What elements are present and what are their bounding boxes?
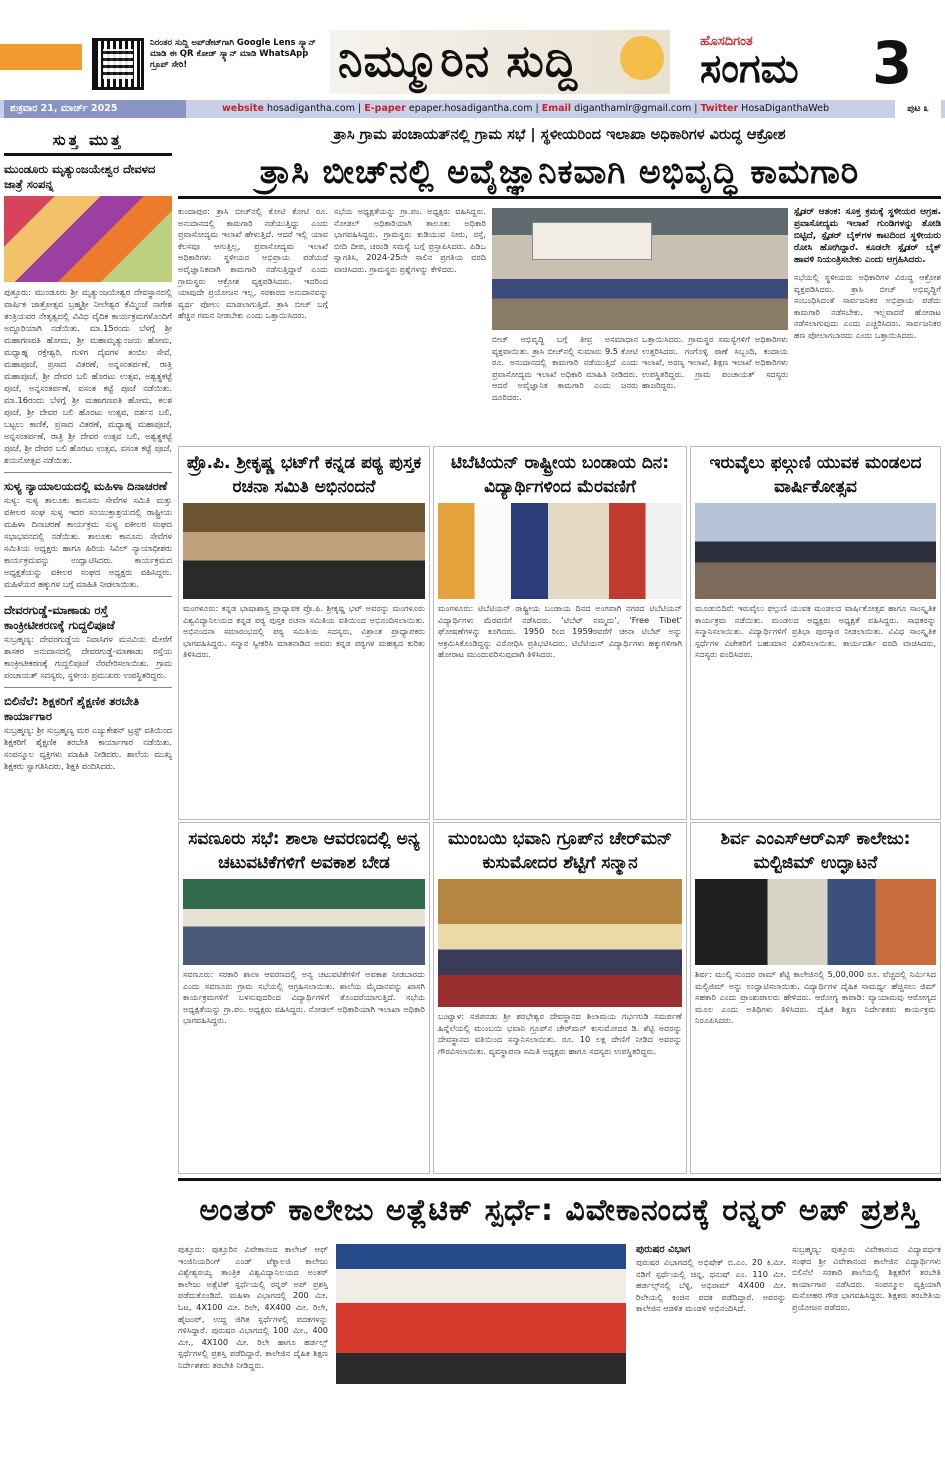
sidebar-story-headline[interactable]: ಬಿಲಿನೆಲೆ: ಶಿಕ್ಷಕರಿಗೆ ಶೈಕ್ಷಣಿಕ ತರಬೇತಿ ಕಾರ್ಯಾಗಾರ xyxy=(4,694,140,723)
story-body: ಮೂಡುಬಿದಿರೆ: ಇರುವೈಲು ಫಲ್ಗುಣಿ ಯುವಕ ಮಂಡಲದ ವಾರ್ಷಿಕೋತ್ಸವ ಹಾಗೂ ಸಾಂಸ್ಕೃತಿಕ ಕಾರ್ಯಕ್ರಮ ನಡೆಯಿತು. ಮಂಡಲದ ಅಧ್ಯಕ್ಷರು ಅಧ್ಯಕ್ಷತೆ ವಹಿಸಿದ್ದರು. ಸಾಧಕರನ್ನು ಸನ್ಮಾನಿಸಲಾಯಿತು. ವಿದ್ಯಾರ್ಥಿಗಳಿಗೆ ಪ್ರತಿಭಾ ಪುರಸ್ಕಾರ ನೀಡಲಾಯಿತು. ವಿವಿಧ ಸಾಂಸ್ಕೃತಿಕ ಸ್ಪರ್ಧೆಗಳ ವಿಜೇತರಿಗೆ ಬಹುಮಾನ ವಿತರಿಸಲಾಯಿತು. ಕಾರ್ಯದರ್ಶಿ ವರದಿ ವಾಚಿಸಿದರು, ಸದಸ್ಯರು ವಂದಿಸಿದರು. xyxy=(695,603,936,660)
subsection-body: ಪುರುಷರ ವಿಭಾಗದಲ್ಲಿ ಅಭಿಷೇಕ್ ಬಿ.ಎಂ. 20 ಕಿ.ಮೀ. ನಡಿಗೆ ಸ್ಪರ್ಧೆಯಲ್ಲಿ ಚಿನ್ನ, ಧನುಷ್ ಎಂ. 110 ಮೀ. ಹರ್ಡಲ್ಸ್‌ನಲ್ಲಿ ಬೆಳ್ಳಿ, ಅಭಿರಾಮ್ 4X400 ಮೀ. ರಿಲೇಯಲ್ಲಿ ಕಂಚಿನ ಪದಕ ಪಡೆದಿದ್ದಾರೆ. ಅವರನ್ನು ಕಾಲೇಜಿನ ಆಡಳಿತ ಮಂಡಳಿ ಅಭಿನಂದಿಸಿದೆ. xyxy=(636,1257,786,1314)
twitter-link[interactable]: HosaDiganthaWeb xyxy=(741,103,830,114)
story-headline[interactable]: ಇರುವೈಲು ಫಲ್ಗುಣಿ ಯುವಕ ಮಂಡಲದ ವಾರ್ಷಿಕೋತ್ಸವ xyxy=(709,453,922,497)
story-card xyxy=(690,822,941,1174)
gym-inauguration-photo xyxy=(695,879,936,965)
sidebar xyxy=(4,124,172,1172)
lead-column: ಸಭೆಯ ಅಧ್ಯಕ್ಷತೆಯನ್ನು ಗ್ರಾ.ಪಂ. ಅಧ್ಯಕ್ಷರು ವಹಿಸಿದ್ದರು. ನೋಡಲ್ ಅಧಿಕಾರಿಯಾಗಿ ತಾಲೂಕು ಅಧಿಕಾರಿ ಭಾಗವಹಿಸಿದ್ದರು. ಗ್ರಾಮಸ್ಥರು ಕುಡಿಯುವ ನೀರು, ರಸ್ತೆ, ಬೀದಿ ದೀಪ, ಚರಂಡಿ ಸಮಸ್ಯೆ ಬಗ್ಗೆ ಪ್ರಸ್ತಾಪಿಸಿದರು. ಪಿಡಿಒ ಸ್ವಾಗತಿಸಿ, 2024-25ನೇ ಸಾಲಿನ ಪ್ರಗತಿಯ ವರದಿ ವಾಚಿಸಿದರು. ಗ್ರಾಮಸ್ಥರು ಪ್ರಶ್ನೆಗಳನ್ನು ಕೇಳಿದರು. xyxy=(334,206,486,274)
gram-sabha-photo xyxy=(492,208,788,330)
story-headline[interactable]: ಪ್ರೊ.ಪಿ. ಶ್ರೀಕೃಷ್ಣ ಭಟ್‌ಗೆ ಕನ್ನಡ ಪಠ್ಯ ಪುಸ್ತಕ ರಚನಾ ಸಮಿತಿ ಅಭಿನಂದನೆ xyxy=(186,453,422,497)
lead-story xyxy=(178,206,941,440)
page-label: ಪುಟ ೩ xyxy=(895,100,941,118)
sidebar-story-body: ಸುಬ್ರಹ್ಮಣ್ಯ: ಶ್ರೀ ಸುಬ್ರಹ್ಮಣ್ಯ ಮಠ ಎಜ್ಯುಕೇಶನ್ ಟ್ರಸ್ಟ್ ವತಿಯಿಂದ ಶಿಕ್ಷಕರಿಗೆ ಶೈಕ್ಷಣಿಕ ತರಬೇತಿ ಕಾರ್ಯಾಗಾರ ನಡೆಯಿತು. ಸಂಪನ್ಮೂಲ ವ್ಯಕ್ತಿಗಳು ಮಾಹಿತಿ ನೀಡಿದರು. ಶಾಲೆಯ ಮುಖ್ಯ ಶಿಕ್ಷಕರು ಸ್ವಾಗತಿಸಿದರು, ಶಿಕ್ಷಕಿ ವಂದಿಸಿದರು. xyxy=(4,725,172,771)
sun-logo-icon xyxy=(620,36,664,80)
lead-sidebar xyxy=(794,206,941,342)
masthead xyxy=(0,0,945,102)
story-card xyxy=(178,822,430,1174)
sidebar-title-text: ಸುತ್ತ ಮುತ್ತ xyxy=(52,131,124,149)
story-headline[interactable]: ಟಿಬೆಟಿಯನ್ ರಾಷ್ಟ್ರೀಯ ಬಂಡಾಯ ದಿನ: ವಿದ್ಯಾರ್ಥಿಗಳಿಂದ ಮೆರವಣಿಗೆ xyxy=(450,453,670,497)
story-headline[interactable]: ಸವಣೂರು ಸಭೆ: ಶಾಲಾ ಆವರಣದಲ್ಲಿ ಅನ್ಯ ಚಟುವಟಿಕೆಗಳಿಗೆ ಅವಕಾಶ ಬೇಡ xyxy=(188,829,420,873)
story-body: ಮಂಗಳೂರು: ಕನ್ನಡ ಭಾಷಾಶಾಸ್ತ್ರ ಪ್ರಾಧ್ಯಾಪಕ ಪ್ರೊ.ಪಿ. ಶ್ರೀಕೃಷ್ಣ ಭಟ್ ಅವರನ್ನು ಮಂಗಳೂರು ವಿಶ್ವವಿದ್ಯಾನಿಲಯದ ಕನ್ನಡ ಪಠ್ಯ ಪುಸ್ತಕ ರಚನಾ ಸಮಿತಿಯ ವತಿಯಿಂದ ಅಭಿನಂದಿಸಲಾಯಿತು. ಅಭಿನಂದನಾ ಸಮಾರಂಭದಲ್ಲಿ ಪಠ್ಯ ಸಮಿತಿಯ ಸದಸ್ಯರು, ವಿಶ್ರಾಂತ ಪ್ರಾಧ್ಯಾಪಕರು ಭಾಗವಹಿಸಿದ್ದರು. ಸನ್ಮಾನ ಸ್ವೀಕರಿಸಿ ಮಾತನಾಡಿದ ಅವರು ಕನ್ನಡ ಪಠ್ಯಗಳ ಮಹತ್ವದ ಕುರಿತು ತಿಳಿಸಿದರು. xyxy=(183,603,425,660)
sidebar-story-body: ಸುಬ್ರಹ್ಮಣ್ಯ: ದೇವರಗುಡ್ಡೆಯ ನಿವಾಸಿಗಳ ಮನವಿಯ ಮೇರೆಗೆ ಶಾಸಕರ ಅನುದಾನದಲ್ಲಿ ದೇವರಗುಡ್ಡೆ-ಮಾಣಾಡು ರಸ್ತೆಯ ಕಾಂಕ್ರೀಟೀಕರಣಕ್ಕೆ ಗುದ್ದಲಿಪೂಜೆ ನೆರವೇರಿಸಲಾಯಿತು. ಗ್ರಾಮ ಪಂಚಾಯತ್ ಸದಸ್ಯರು, ಸ್ಥಳೀಯ ಪ್ರಮುಖರು ಉಪಸ್ಥಿತರಿದ್ದರು. xyxy=(4,634,172,680)
twitter-label: Twitter xyxy=(700,103,739,114)
temple-festival-photo xyxy=(4,196,172,282)
bottom-column: ಪುತ್ತೂರು: ಪುತ್ತೂರಿನ ವಿವೇಕಾನಂದ ಕಾಲೇಜ್ ಆಫ್ ಇಂಜಿನಿಯರಿಂಗ್ ಎಂಡ್ ಟೆಕ್ನಾಲಜಿ ಕಾಲೇಜು ವಿಶ್ವೇಶ್ವರಯ್ಯ ತಾಂತ್ರಿಕ ವಿಶ್ವವಿದ್ಯಾನಿಲಯದ ಅಂತರ್ ಕಾಲೇಜು ಅತ್ಲೆಟಿಕ್ ಸ್ಪರ್ಧೆಯಲ್ಲಿ ರನ್ನರ್ ಅಪ್ ಪ್ರಶಸ್ತಿ ಪಡೆದುಕೊಂಡಿದೆ. ಮಹಿಳಾ ವಿಭಾಗದಲ್ಲಿ 200 ಮೀ. ಓಟ, 4X100 ಮೀ. ರಿಲೇ, 4X400 ಮೀ. ರಿಲೇ, ಹೈಜಂಪ್, ಉದ್ದ ಜಿಗಿತ ಸ್ಪರ್ಧೆಗಳಲ್ಲಿ ಪದಕಗಳನ್ನು ಗಳಿಸಿದ್ದಾರೆ. ಪುರುಷರ ವಿಭಾಗದಲ್ಲಿ 100 ಮೀ., 400 ಮೀ., 4X100 ಮೀ. ರಿಲೇ ಹಾಗೂ ಹರ್ಡಲ್ಸ್ ಸ್ಪರ್ಧೆಗಳಲ್ಲಿ ಪ್ರಶಸ್ತಿ ಪಡೆದಿದ್ದಾರೆ. ಕಾಲೇಜಿನ ದೈಹಿಕ ಶಿಕ್ಷಣ ನಿರ್ದೇಶಕರು ತರಬೇತಿ ನೀಡಿದ್ದರು. xyxy=(178,1244,328,1370)
lead-column: ಬೀಚ್ ಅಭಿವೃದ್ಧಿ ಬಗ್ಗೆ ತೀವ್ರ ಅಸಮಾಧಾನ ವ್ಯಕ್ತವಾಯಿತು. ತ್ರಾಸಿ ಬೀಚ್‌ನಲ್ಲಿ ಸುಮಾರು 9.5 ಕೋಟಿ ರೂ. ಅನುದಾನದಲ್ಲಿ ಕಾಮಗಾರಿ ನಡೆಯುತ್ತಿದೆ ಎಂದು ಪ್ರವಾಸೋದ್ಯಮ ಇಲಾಖೆ ಅಧಿಕಾರಿ ಮಾಹಿತಿ ನೀಡಿದರು. ಆದರೆ ಅವೈಜ್ಞಾನಿಕ ಕಾಮಗಾರಿ ಎಂದು ಜನರು ದೂರಿದರು. xyxy=(492,334,638,402)
brand-name: ಹೊಸದಿಗಂತ xyxy=(700,34,753,49)
bottom-subsection xyxy=(636,1244,786,1315)
group-photo xyxy=(695,503,936,599)
divider xyxy=(4,472,172,473)
lead-kicker: ತ್ರಾಸಿ ಗ್ರಾಮ ಪಂಚಾಯತ್‌ನಲ್ಲಿ ಗ್ರಾಮ ಸಭೆ | ಸ್ಥಳೀಯರಿಂದ ಇಲಾಖಾ ಅಧಿಕಾರಿಗಳ ವಿರುದ್ಧ ಆಕ್ರೋಶ xyxy=(333,127,786,143)
story-body: ಮಂಗಳೂರು: ಟಿಬೆಟಿಯನ್ ರಾಷ್ಟ್ರೀಯ ಬಂಡಾಯ ದಿನದ ಅಂಗವಾಗಿ ನಗರದ ಟಿಬೆಟಿಯನ್ ವಿದ್ಯಾರ್ಥಿಗಳು ಮೆರವಣಿಗೆ ನಡೆಸಿದರು. 'ಟಿಬೆಟ್ ನಮ್ಮದು', 'Free Tibet' ಘೋಷಣೆಗಳನ್ನು ಕೂಗಿದರು. 1950 ರಿಂದ 1959ರವರೆಗೆ ಚೀನಾ ಟಿಬೆಟ್ ಅನ್ನು ಆಕ್ರಮಿಸಿಕೊಂಡಿದ್ದನ್ನು ವಿರೋಧಿಸಿ ಪ್ರತಿಭಟಿಸಿದರು. ಟಿಬೆಟಿಯನ್ ವಿದ್ಯಾರ್ಥಿಗಳು ಹಕ್ಕುಗಳಿಗಾಗಿ ಹೋರಾಟ ಮುಂದುವರಿಸುವುದಾಗಿ ತಿಳಿಸಿದರು. xyxy=(438,603,682,660)
divider xyxy=(4,687,172,688)
info-strip xyxy=(0,100,945,118)
lead-headline[interactable]: ತ್ರಾಸಿ ಬೀಚ್‌ನಲ್ಲಿ ಅವೈಜ್ಞಾನಿಕವಾಗಿ ಅಭಿವೃದ್ಧಿ ಕಾಮಗಾರಿ xyxy=(259,152,860,191)
story-body: ಬಂಟ್ವಾಳ: ಸಜಿಪನಡು ಶ್ರೀ ಶರಭೇಶ್ವರ ದೇವಸ್ಥಾನದ ಶಿಲಾಮಯ ಗರ್ಭಗುಡಿ ಸಮರ್ಪಣೆ ಹಿನ್ನೆಲೆಯಲ್ಲಿ ಮುಂಬಯಿ ಭವಾನಿ ಗ್ರೂಪ್‌ನ ಚೇರ್‌ಮನ್ ಕುಸುಮೋದರ ಡಿ. ಶೆಟ್ಟಿ ಅವರನ್ನು ದೇವಸ್ಥಾನದ ವತಿಯಿಂದ ಸನ್ಮಾನಿಸಲಾಯಿತು. ರೂ. 10 ಲಕ್ಷ ದೇಣಿಗೆ ನೀಡಿದ ಅವರನ್ನು ಗೌರವಿಸಲಾಯಿತು. ವ್ಯವಸ್ಥಾಪನಾ ಸಮಿತಿ ಅಧ್ಯಕ್ಷರು ಹಾಗೂ ಸದಸ್ಯರು ಉಪಸ್ಥಿತರಿದ್ದರು. xyxy=(438,1011,682,1056)
contact-links: website hosadigantha.com | E-paper epaper.hosadigantha.com | Email diganthamlr@gmail.com | Twitter HosaDiganthaWeb xyxy=(222,103,830,114)
lead-story-header xyxy=(178,122,941,199)
epaper-link[interactable]: epaper.hosadigantha.com xyxy=(408,103,533,114)
divider xyxy=(178,196,941,199)
page-number: 3 xyxy=(872,29,913,97)
story-card xyxy=(178,446,430,820)
sidebar-story-body: ಸುಳ್ಯ: ಸುಳ್ಯ ತಾಲೂಕು ಕಾನೂನು ಸೇವೆಗಳ ಸಮಿತಿ ಮತ್ತು ವಕೀಲರ ಸಂಘ ಸುಳ್ಯ ಇದರ ಸಂಯುಕ್ತಾಶ್ರಯದಲ್ಲಿ ರಾಷ್ಟ್ರೀಯ ಮಹಿಳಾ ದಿನಾಚರಣೆ ಕಾರ್ಯಕ್ರಮ ಸುಳ್ಯ ವಕೀಲರ ಸಂಘದ ಸಭಾಭವನದಲ್ಲಿ ನಡೆಯಿತು. ತಾಲೂಕು ಕಾನೂನು ಸೇವೆಗಳ ಸಮಿತಿಯ ಅಧ್ಯಕ್ಷರು ಹಾಗೂ ಹಿರಿಯ ಸಿವಿಲ್ ನ್ಯಾಯಾಧೀಶರು ಕಾರ್ಯಕ್ರಮವನ್ನು ಉದ್ಘಾಟಿಸಿದರು. ಕಾರ್ಯಕ್ರಮದ ಅಧ್ಯಕ್ಷತೆಯನ್ನು ವಕೀಲರ ಸಂಘದ ಅಧ್ಯಕ್ಷರು ವಹಿಸಿದ್ದರು. ಮಹಿಳೆಯರ ಹಕ್ಕುಗಳ ಬಗ್ಗೆ ಮಾಹಿತಿ ನೀಡಲಾಯಿತು. xyxy=(4,495,172,589)
story-card xyxy=(433,822,687,1174)
email-link[interactable]: diganthamlr@gmail.com xyxy=(574,103,692,114)
sidebar-story-headline[interactable]: ಸುಳ್ಯ ನ್ಯಾಯಾಲಯದಲ್ಲಿ ಮಹಿಳಾ ದಿನಾಚರಣೆ xyxy=(4,479,168,493)
sidebar-title xyxy=(4,124,172,156)
story-row xyxy=(178,446,941,820)
sidebar-story-headline[interactable]: ಮುಂಡೂರು ಮೃತ್ಯುಂಜಯೇಶ್ವರ ದೇವಳದ ಜಾತ್ರೆ ಸಂಪನ್ನ xyxy=(4,162,156,191)
temple-honour-photo xyxy=(438,879,682,1007)
story-row xyxy=(178,822,941,1174)
story-headline[interactable]: ಮುಂಬಯಿ ಭವಾನಿ ಗ್ರೂಪ್‌ನ ಚೇರ್‌ಮನ್ ಕುಸುಮೋದರ ಶೆಟ್ಟಿಗೆ ಸನ್ಮಾನ xyxy=(447,829,673,873)
felicitation-photo xyxy=(183,503,425,599)
website-link[interactable]: hosadigantha.com xyxy=(266,103,355,114)
meeting-photo xyxy=(183,879,425,965)
website-label: website xyxy=(222,103,264,114)
tibet-rally-photo xyxy=(438,503,682,599)
section-name: ಸಂಗಮ xyxy=(700,46,799,92)
qr-caption: ನಿರಂತರ ಸುದ್ದಿ ಅಪ್‌ಡೇಟ್‌ಗಾಗಿ Google Lens ಸ್ಕ್ಯಾನ್ ಮಾಡಿ ಈ QR ಕೋಡ್ ಸ್ಕ್ಯಾನ್ ಮಾಡಿ WhatsApp ಗ್ರೂಪ್ ಸೇರಿ! xyxy=(150,38,316,70)
sidebar-story-headline[interactable]: ದೇವರಗುಡ್ಡೆ-ಮಾಣಾಡು ರಸ್ತೆ ಕಾಂಕ್ರೀಟೀಕರಣಕ್ಕೆ ಗುದ್ದಲಿಪೂಜೆ xyxy=(4,603,115,632)
lead-highlight: ಸ್ಪೈಡರ್ ಆತಂಕ: ಸೂಕ್ತ ಕ್ರಮಕ್ಕೆ ಸ್ಥಳೀಯರ ಆಗ್ರಹ. ಪ್ರವಾಸೋದ್ಯಮ ಇಲಾಖೆ ಗುಂಡಿಗಳನ್ನು ತೋಡಿ ಬಿಟ್ಟಿದೆ, ಸ್ಪೈಡರ್ ಬೈಕ್‌ಗಳ ಕಾಟದಿಂದ ಸ್ಥಳೀಯರು ರೋಸಿ ಹೋಗಿದ್ದಾರೆ. ಕೂಡಲೇ ಸ್ಪೈಡರ್ ಬೈಕ್ ಹಾವಳಿ ನಿಯಂತ್ರಿಸಬೇಕು ಎಂದು ಆಗ್ರಹಿಸಿದರು. xyxy=(794,207,941,265)
epaper-label: E-paper xyxy=(364,103,406,114)
lead-column: ಕುಂದಾಪುರ: ತ್ರಾಸಿ ಬೀಚ್‌ನಲ್ಲಿ ಕೋಟಿ ಕೋಟಿ ರೂ. ಅನುದಾನದಲ್ಲಿ ಕಾಮಗಾರಿ ನಡೆಯುತ್ತಿದ್ದು ಎಂದು ಪ್ರವಾಸೋದ್ಯಮ ಇಲಾಖೆ ಹೇಳುತ್ತಿದೆ. ಆದರೆ ಇಲ್ಲಿ ಯಾವ ಕೆಲಸವೂ ಆಗುತ್ತಿಲ್ಲ, ಪ್ರವಾಸೋದ್ಯಮ ಇಲಾಖೆ ಅಧಿಕಾರಿಗಳು ಸ್ಥಳೀಯರ ಅಭಿಪ್ರಾಯ ಪಡೆಯದೆ ಅವೈಜ್ಞಾನಿಕವಾಗಿ ಕಾಮಗಾರಿ ನಡೆಸುತ್ತಿದ್ದಾರೆ ಎಂದು ಗ್ರಾಮಸ್ಥರು ಆಕ್ರೋಶ ವ್ಯಕ್ತಪಡಿಸಿದರು. ಇದರಿಂದ ಯಾವುದೇ ಪ್ರಯೋಜನ ಇಲ್ಲ, ಸರಕಾರದ ಅನುದಾನವನ್ನು ವ್ಯರ್ಥ ಪೋಲು ಮಾಡಲಾಗುತ್ತಿದೆ. ತ್ರಾಸಿ ಬೀಚ್ ಬಗ್ಗೆ ಹೆಚ್ಚಿನ ಗಮನ ನೀಡಬೇಕು ಎಂದು ಒತ್ತಾಯಿಸಿದರು. xyxy=(178,206,328,321)
story-body: ಸವಣೂರು: ಸರಕಾರಿ ಶಾಲಾ ಆವರಣದಲ್ಲಿ ಅನ್ಯ ಚಟುವಟಿಕೆಗಳಿಗೆ ಅವಕಾಶ ನೀಡಬಾರದು ಎಂದು ಸವಣೂರು ಗ್ರಾಮ ಸಭೆಯಲ್ಲಿ ಆಗ್ರಹಿಸಲಾಯಿತು. ಶಾಲೆಯ ಮೈದಾನವನ್ನು ಖಾಸಗಿ ಕಾರ್ಯಕ್ರಮಗಳಿಗೆ ಬಳಸುವುದರಿಂದ ವಿದ್ಯಾರ್ಥಿಗಳಿಗೆ ತೊಂದರೆಯಾಗುತ್ತಿದೆ. ಸಭೆಯ ಅಧ್ಯಕ್ಷತೆಯನ್ನು ಗ್ರಾ.ಪಂ. ಅಧ್ಯಕ್ಷರು ವಹಿಸಿದ್ದರು. ನೋಡಲ್ ಅಧಿಕಾರಿಯಾಗಿ ಇಲಾಖಾ ಅಧಿಕಾರಿ ಭಾಗವಹಿಸಿದ್ದರು. xyxy=(183,969,425,1026)
stage-banner xyxy=(532,222,652,260)
lead-column: ಒತ್ತಾಯಿಸಿದರು. ಗ್ರಾಮಸ್ಥರ ಸಮಸ್ಯೆಗಳಿಗೆ ಅಧಿಕಾರಿಗಳು ಉತ್ತರಿಸಿದರು. ಗಂಗೊಳ್ಳಿ ಠಾಣೆ ಸಿಬ್ಬಂದಿ, ಕಂದಾಯ ಇಲಾಖೆ, ಅರಣ್ಯ ಇಲಾಖೆ, ಶಿಕ್ಷಣ ಇಲಾಖೆ ಅಧಿಕಾರಿಗಳು ಉಪಸ್ಥಿತರಿದ್ದರು. ಗ್ರಾಮ ಪಂಚಾಯತ್ ಸದಸ್ಯರು ಹಾಜರಿದ್ದರು. xyxy=(642,334,788,391)
lead-sidebar-body: ಸಭೆಯಲ್ಲಿ ಸ್ಥಳೀಯರು ಅಧಿಕಾರಿಗಳ ವಿರುದ್ಧ ಆಕ್ರೋಶ ವ್ಯಕ್ತಪಡಿಸಿದರು. ತ್ರಾಸಿ ಬೀಚ್ ಅಭಿವೃದ್ಧಿಗೆ ಸಂಬಂಧಿಸಿದಂತೆ ಸಾರ್ವಜನಿಕರ ಅಭಿಪ್ರಾಯ ಪಡೆದು ಕಾಮಗಾರಿ ನಡೆಸಬೇಕು. ಇಲ್ಲವಾದರೆ ಹೋರಾಟ ನಡೆಸಲಾಗುವುದು ಎಂದು ಎಚ್ಚರಿಸಿದರು. ಸಾರ್ವಜನಿಕರ ಹಣ ಪೋಲಾಗಬಾರದು ಎಂದು ಒತ್ತಾಯಿಸಿದರು. xyxy=(794,272,941,340)
story-headline[interactable]: ಶಿರ್ವ ಎಂಎಸ್‌ಆರ್‌ಎಸ್ ಕಾಲೇಜು: ಮಲ್ಟಿಜಿಮ್ ಉದ್ಘಾಟನೆ xyxy=(720,829,911,873)
athletics-team-photo xyxy=(336,1244,626,1384)
bottom-column: ಸುಬ್ರಹ್ಮಣ್ಯ: ಪುತ್ತೂರು ವಿವೇಕಾನಂದ ವಿದ್ಯಾವರ್ಧಕ ಸಂಘದ ಶ್ರೀ ವಿವೇಕಾನಂದ ಕಾಲೇಜಿನ ವಿದ್ಯಾರ್ಥಿಗಳು ಬಿಲಿನೆಲೆ ಸರಕಾರಿ ಶಾಲೆಯಲ್ಲಿ ಶಿಕ್ಷಕರಿಗೆ ತರಬೇತಿ ಕಾರ್ಯಾಗಾರ ನಡೆಸಿದರು. ಸಂಪನ್ಮೂಲ ವ್ಯಕ್ತಿಯಾಗಿ ಮನೋಹರ ಗೌಡ ಭಾಗವಹಿಸಿದ್ದರು. ಶಿಕ್ಷಕರು ತರಬೇತಿಯ ಪ್ರಯೋಜನ ಪಡೆದರು. xyxy=(792,1244,941,1312)
story-card xyxy=(433,446,687,820)
sidebar-story-body: ಪುತ್ತೂರು: ಮುಂಡೂರು ಶ್ರೀ ಮೃತ್ಯುಂಜಯೇಶ್ವರ ದೇವಸ್ಥಾನದಲ್ಲಿ ವಾರ್ಷಿಕ ಜಾತ್ರೋತ್ಸವ ಬ್ರಹ್ಮಶ್ರೀ ನೀಲೇಶ್ವರ ಕೆಮ್ಮಿಂಜೆ ನಾಗೇಶ ತಂತ್ರಿಯವರ ನೇತೃತ್ವದಲ್ಲಿ ವಿವಿಧ ವೈದಿಕ ಕಾರ್ಯಕ್ರಮಗಳೊಂದಿಗೆ ಅದ್ದೂರಿಯಾಗಿ ನಡೆಯಿತು. ಮಾ.15ರಂದು ಬೆಳಗ್ಗೆ ಶ್ರೀ ಮಹಾಗಣಪತಿ ಹೋಮ, ಶ್ರೀ ಮಹಾಮೃತ್ಯುಂಜಯ ಹೋಮ, ಮಧ್ಯಾಹ್ನ ರಕ್ತೇಶ್ವರಿ, ಗುಳಿಗ ದೈವಗಳ ತಂಬಿಲ ಸೇವೆ, ಮಹಾಪೂಜೆ, ಪ್ರಸಾದ ವಿತರಣೆ, ಅನ್ನಸಂತರ್ಪಣೆ, ರಾತ್ರಿ ಮಹಾಪೂಜೆ, ಶ್ರೀ ದೇವರ ಬಲಿ ಹೊರಟು ಉತ್ಸವ, ಅಶ್ವತ್ಥಕಟ್ಟೆ ಪೂಜೆ, ಅನ್ನಸಂತರ್ಪಣೆ, ವಸಂತ ಕಟ್ಟೆ ಪೂಜೆ ನಡೆಯಿತು. ಮಾ.16ರಂದು ಬೆಳಗ್ಗೆ ಶ್ರೀ ಮಹಾಗಣಪತಿ ಹೋಮ, ಕಲಶ ಪೂಜೆ, ಶ್ರೀ ದೇವರ ಬಲಿ ಹೊರಟು ಉತ್ಸವ, ದರ್ಶನ ಬಲಿ, ಬಟ್ಟಲು ಕಾಣಿಕೆ, ಪ್ರಸಾದ ವಿತರಣೆ, ಮಧ್ಯಾಹ್ನ ಮಹಾಪೂಜೆ, ಅನ್ನಸಂತರ್ಪಣೆ, ರಾತ್ರಿ ಶ್ರೀ ದೇವರ ಉತ್ಸವ ಬಲಿ, ಅಶ್ವತ್ಥಕಟ್ಟೆ ಪೂಜೆ, ಶ್ರೀ ದೇವರ ಬಲಿ ಹೊರಟು ಉತ್ಸವ, ವಸಂತ ಕಟ್ಟೆ ಪೂಜೆ, ಶಯನೋತ್ಸವ ನಡೆಯಿತು. xyxy=(4,287,172,465)
issue-date: ಶುಕ್ರವಾರ 21, ಮಾರ್ಚ್ 2025 xyxy=(4,100,186,118)
subsection-title: ಪುರುಷರ ವಿಭಾಗ xyxy=(636,1244,691,1255)
story-card xyxy=(690,446,941,820)
story-body: ಶಿರ್ವ: ಮುಲ್ಕಿ ಸುಂದರ ರಾಮ್ ಶೆಟ್ಟಿ ಕಾಲೇಜಿನಲ್ಲಿ 5,00,000 ರೂ. ವೆಚ್ಚದಲ್ಲಿ ನಿರ್ಮಿಸಿದ ಮಲ್ಟಿಜಿಮ್ ಅನ್ನು ಉದ್ಘಾಟಿಸಲಾಯಿತು. ವಿದ್ಯಾರ್ಥಿಗಳ ದೈಹಿಕ ಸಾಮರ್ಥ್ಯ ಹೆಚ್ಚಿಸಲು ಜಿಮ್ ಸಹಕಾರಿ ಎಂದು ಪ್ರಾಂಶುಪಾಲರು ಹೇಳಿದರು. ಆರೋಗ್ಯ ಕಾಪಾಡಿ: ವ್ಯಾಯಾಮವು ಆರೋಗ್ಯದ ಮೂಲ ಎಂದು ಅತಿಥಿಗಳು ತಿಳಿಸಿದರು. ದೈಹಿಕ ಶಿಕ್ಷಣ ನಿರ್ದೇಶಕರು ಕಾರ್ಯಕ್ರಮ ನಿರೂಪಿಸಿದರು. xyxy=(695,969,936,1026)
bottom-headline[interactable]: ಅಂತರ್ ಕಾಲೇಜು ಅತ್ಲೆಟಿಕ್ ಸ್ಪರ್ಧೆ: ವಿವೇಕಾನಂದಕ್ಕೆ ರನ್ನರ್ ಅಪ್ ಪ್ರಶಸ್ತಿ xyxy=(178,1178,941,1242)
qr-code-icon[interactable] xyxy=(92,38,144,90)
orange-block xyxy=(0,44,82,70)
bottom-story xyxy=(178,1244,941,1454)
masthead-title: ನಿಮ್ಮೂರಿನ ಸುದ್ದಿ xyxy=(338,36,579,87)
divider xyxy=(4,596,172,597)
email-label: Email xyxy=(541,103,572,114)
